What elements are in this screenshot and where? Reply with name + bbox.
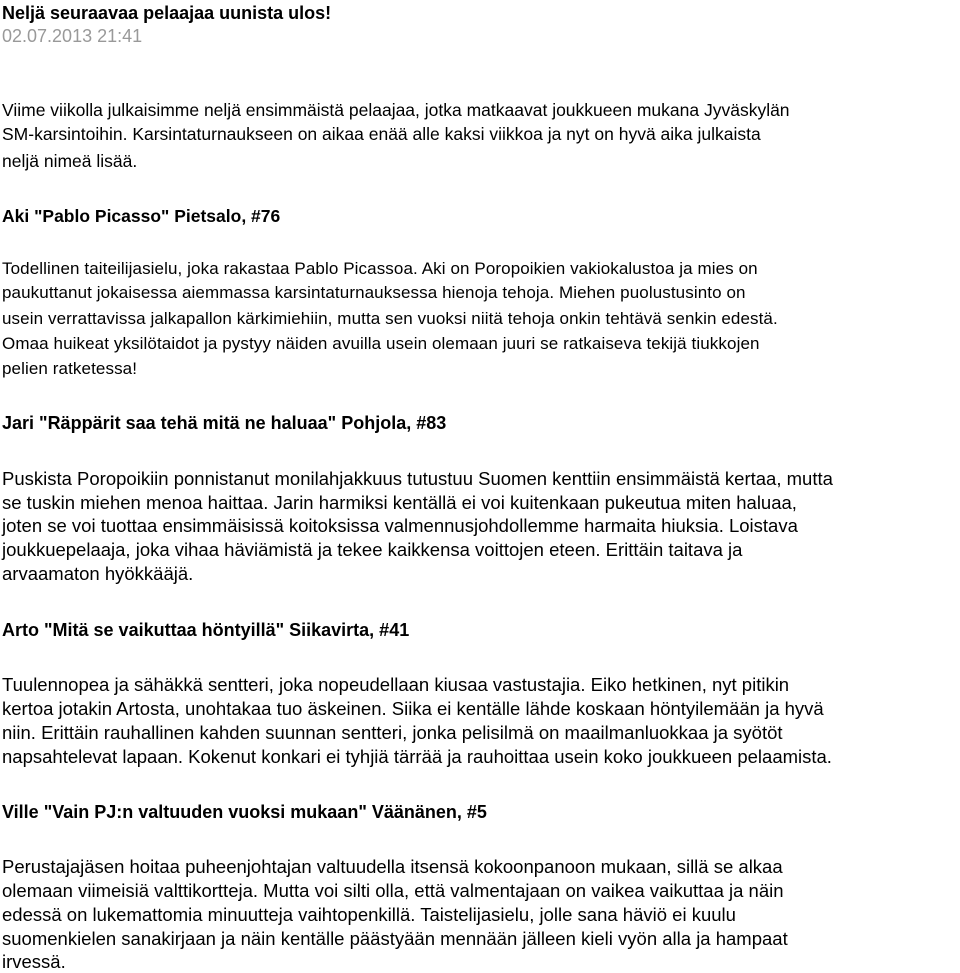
- description-line: arvaamaton hyökkääjä.: [2, 563, 194, 584]
- description-line: napsahtelevat lapaan. Kokenut konkari ei tyhjiä tärrää ja rauhoittaa usein koko joukkueen pelaamista.: [2, 746, 832, 767]
- description-line: joukkuepelaaja, joka vihaa häviämistä ja tekee kaikkensa voittojen eteen. Erittäin taitava ja: [2, 539, 743, 560]
- description-line: paukuttanut jokaisessa aiemmassa karsintaturnauksessa hienoja tehoja. Miehen puolustusinto on: [2, 283, 746, 302]
- description-line: olemaan viimeisiä valttikortteja. Mutta voi silti olla, että valmentajaan on vaikea vaikuttaa ja näin: [2, 880, 784, 901]
- description-line: Omaa huikeat yksilötaidot ja pystyy näiden avuilla usein olemaan juuri se ratkaiseva tekijä tiukkojen: [2, 334, 760, 353]
- description-line: Perustajajäsen hoitaa puheenjohtajan valtuudella itsensä kokoonpanoon mukaan, sillä se alkaa: [2, 856, 783, 877]
- description-line: niin. Erittäin rauhallinen kahden suunnan sentteri, jonka pelisilmä on maailmanluokkaa ja syötöt: [2, 722, 783, 743]
- article-date: 02.07.2013 21:41: [2, 26, 143, 46]
- article-title: Neljä seuraavaa pelaajaa uunista ulos!: [2, 3, 332, 23]
- player-heading-vaananen: Ville "Vain PJ:n valtuuden vuoksi mukaan" Väänänen, #5: [2, 802, 487, 822]
- intro-line: Viime viikolla julkaisimme neljä ensimmäistä pelaajaa, jotka matkaavat joukkueen mukana Jyväskylän: [2, 100, 790, 120]
- description-line: se tuskin miehen menoa haittaa. Jarin harmiksi kentällä ei voi kuitenkaan pukeutua miten haluaa,: [2, 492, 797, 513]
- description-line: kertoa jotakin Artosta, unohtakaa tuo äskeinen. Siika ei kentälle lähde koskaan höntyilemään ja hyvä: [2, 698, 824, 719]
- player-heading-siikavirta: Arto "Mitä se vaikuttaa höntyillä" Siikavirta, #41: [2, 620, 410, 640]
- player-heading-pohjola: Jari "Räppärit saa tehä mitä ne haluaa" Pohjola, #83: [2, 413, 447, 433]
- description-line: Tuulennopea ja sähäkkä sentteri, joka nopeudellaan kiusaa vastustajia. Eiko hetkinen, nyt pitikin: [2, 674, 790, 695]
- player-heading-pietsalo: Aki "Pablo Picasso" Pietsalo, #76: [2, 206, 281, 226]
- description-line: irvessä.: [2, 951, 66, 972]
- description-line: Puskista Poropoikiin ponnistanut monilahjakkuus tutustuu Suomen kenttiin ensimmäistä kertaa, mutta: [2, 468, 833, 489]
- description-line: usein verrattavissa jalkapallon kärkimiehiin, mutta sen vuoksi niitä tehoja onkin tehtävä senkin edestä.: [2, 309, 778, 328]
- description-line: Todellinen taiteilijasielu, joka rakastaa Pablo Picassoa. Aki on Poropoikien vakiokalustoa ja mies on: [2, 259, 758, 278]
- intro-line: neljä nimeä lisää.: [2, 151, 138, 171]
- description-line: suomenkielen sanakirjaan ja näin kentälle päästyään mennään jälleen kieli vyön alla ja hampaat: [2, 928, 788, 949]
- description-line: joten se voi tuottaa ensimmäisissä koitoksissa valmennusjohdollemme harmaita hiuksia. Loistava: [2, 515, 798, 536]
- description-line: pelien ratketessa!: [2, 359, 138, 378]
- intro-line: SM-karsintoihin. Karsintaturnaukseen on aikaa enää alle kaksi viikkoa ja nyt on hyvä aika julkaista: [2, 124, 761, 144]
- description-line: edessä on lukemattomia minuutteja vaihtopenkillä. Taistelijasielu, jolle sana häviö ei kuulu: [2, 904, 736, 925]
